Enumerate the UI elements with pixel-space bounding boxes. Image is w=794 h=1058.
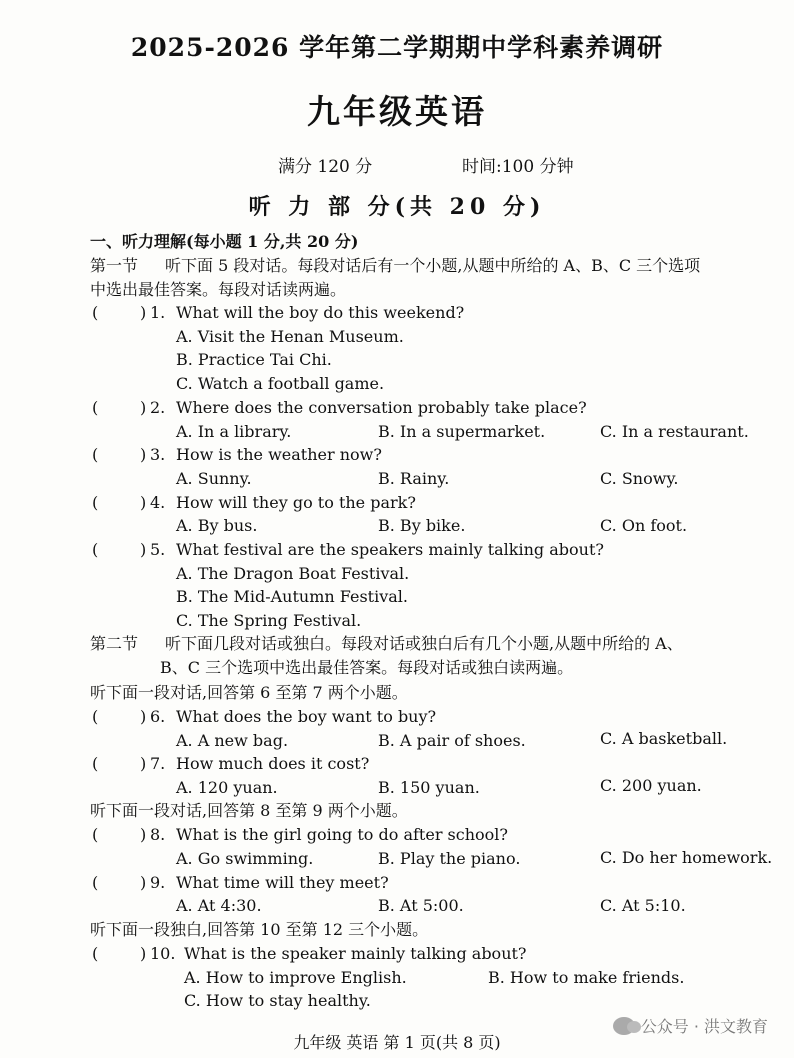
question-number: 2.	[150, 398, 166, 417]
option-b: B. How to make friends.	[488, 968, 685, 987]
answer-paren-close: )	[140, 944, 147, 963]
option-b: B. In a supermarket.	[378, 422, 546, 441]
answer-paren-open: (	[92, 825, 99, 844]
question-text: What is the speaker mainly talking about?	[184, 944, 527, 963]
answer-paren-open: (	[92, 754, 99, 773]
option-c: C. The Spring Festival.	[176, 611, 362, 630]
question-text: What time will they meet?	[176, 873, 389, 892]
option-c: C. On foot.	[600, 516, 688, 535]
option-c: C. Watch a football game.	[176, 374, 385, 393]
answer-paren-open: (	[92, 540, 99, 559]
part2-label: 第二节	[90, 634, 139, 653]
question-text: Where does the conversation probably take place?	[176, 398, 587, 417]
answer-paren-open: (	[92, 303, 99, 322]
option-b: B. By bike.	[378, 516, 466, 535]
answer-paren-open: (	[92, 707, 99, 726]
section-title: 听 力 部 分(共 20 分)	[248, 194, 546, 220]
answer-paren-close: )	[140, 825, 147, 844]
question-text: What does the boy want to buy?	[176, 707, 437, 726]
question-text: What will the boy do this weekend?	[176, 303, 465, 322]
question-number: 4.	[150, 493, 166, 512]
answer-paren-close: )	[140, 873, 147, 892]
part1-label: 第一节	[90, 256, 139, 275]
option-a: A. In a library.	[176, 422, 292, 441]
option-c: C. A basketball.	[600, 729, 728, 748]
option-c: C. At 5:10.	[600, 896, 686, 915]
answer-paren-open: (	[92, 944, 99, 963]
full-score: 满分 120 分	[278, 157, 373, 177]
question-text: How will they go to the park?	[176, 493, 416, 512]
option-c: C. In a restaurant.	[600, 422, 749, 441]
question-number: 9.	[150, 873, 166, 892]
question-text: How is the weather now?	[176, 445, 382, 464]
question-number: 1.	[150, 303, 166, 322]
answer-paren-close: )	[140, 707, 147, 726]
answer-paren-close: )	[140, 398, 147, 417]
option-c: C. 200 yuan.	[600, 776, 702, 795]
part1-instruction-1: 听下面 5 段对话。每段对话后有一个小题,从题中所给的 A、B、C 三个选项	[165, 256, 701, 275]
page-footer: 九年级 英语 第 1 页(共 8 页)	[293, 1033, 501, 1052]
watermark-text: 公众号 · 洪文教育	[640, 1017, 768, 1036]
question-number: 7.	[150, 754, 166, 773]
question-text: What is the girl going to do after school?	[176, 825, 508, 844]
question-number: 6.	[150, 707, 166, 726]
answer-paren-close: )	[140, 493, 147, 512]
option-a: A. The Dragon Boat Festival.	[176, 564, 410, 583]
answer-paren-close: )	[140, 754, 147, 773]
option-b: B. Rainy.	[378, 469, 450, 488]
question-text: How much does it cost?	[176, 754, 370, 773]
question-text: What festival are the speakers mainly talking about?	[176, 540, 604, 559]
question-number: 10.	[150, 944, 176, 963]
option-b: B. A pair of shoes.	[378, 731, 526, 750]
option-b: B. Play the piano.	[378, 849, 521, 868]
answer-paren-close: )	[140, 540, 147, 559]
exam-title: 2025-2026 学年第二学期期中学科素养调研	[130, 33, 664, 62]
group-instruction: 听下面一段独白,回答第 10 至第 12 三个小题。	[90, 920, 429, 939]
option-a: A. Visit the Henan Museum.	[176, 327, 404, 346]
part2-instruction-1: 听下面几段对话或独白。每段对话或独白后有几个小题,从题中所给的 A、	[165, 634, 683, 653]
option-a: A. By bus.	[176, 516, 258, 535]
exam-time: 时间:100 分钟	[462, 157, 574, 177]
subject-title: 九年级英语	[307, 92, 487, 131]
group-instruction: 听下面一段对话,回答第 8 至第 9 两个小题。	[90, 801, 408, 820]
option-c: C. Snowy.	[600, 469, 679, 488]
question-number: 5.	[150, 540, 166, 559]
option-a: A. A new bag.	[176, 731, 289, 750]
option-a: A. At 4:30.	[176, 896, 262, 915]
part-heading: 一、听力理解(每小题 1 分,共 20 分)	[90, 232, 359, 251]
answer-paren-open: (	[92, 873, 99, 892]
option-c: C. Do her homework.	[600, 848, 773, 867]
option-a: A. Go swimming.	[176, 849, 314, 868]
option-b: B. The Mid-Autumn Festival.	[176, 587, 408, 606]
option-a: A. Sunny.	[176, 469, 252, 488]
option-b: B. Practice Tai Chi.	[176, 350, 332, 369]
answer-paren-open: (	[92, 398, 99, 417]
answer-paren-close: )	[140, 303, 147, 322]
part1-instruction-2: 中选出最佳答案。每段对话读两遍。	[90, 280, 347, 299]
option-c: C. How to stay healthy.	[184, 991, 371, 1010]
option-b: B. 150 yuan.	[378, 778, 480, 797]
question-number: 3.	[150, 445, 166, 464]
group-instruction: 听下面一段对话,回答第 6 至第 7 两个小题。	[90, 683, 408, 702]
part2-instruction-2: B、C 三个选项中选出最佳答案。每段对话或独白读两遍。	[160, 658, 574, 677]
answer-paren-close: )	[140, 445, 147, 464]
answer-paren-open: (	[92, 445, 99, 464]
option-a: A. 120 yuan.	[176, 778, 278, 797]
option-b: B. At 5:00.	[378, 896, 464, 915]
question-number: 8.	[150, 825, 166, 844]
option-a: A. How to improve English.	[184, 968, 407, 987]
answer-paren-open: (	[92, 493, 99, 512]
